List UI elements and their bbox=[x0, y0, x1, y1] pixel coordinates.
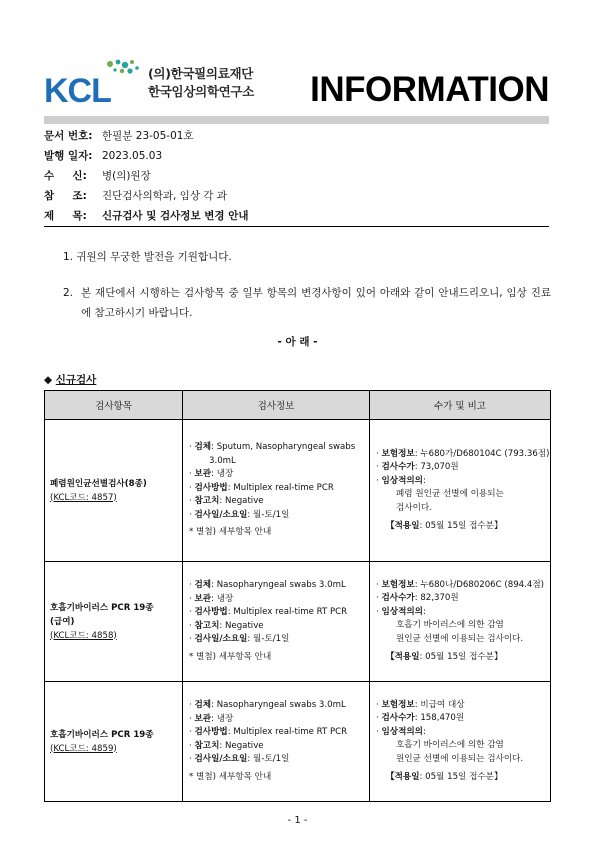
bullet-dot-icon: · bbox=[189, 620, 195, 631]
meta-value: 한필분 23-05-01호 bbox=[102, 130, 194, 142]
paragraph-1: 1. 귀원의 무궁한 발전을 기원합니다. bbox=[63, 251, 232, 263]
apply-date-key: 【적용일 bbox=[386, 521, 420, 532]
info-key: 검체 bbox=[194, 442, 212, 453]
info-line bbox=[189, 495, 369, 509]
meta-key: 제 목: bbox=[44, 210, 87, 222]
bullet-dot-icon: · bbox=[189, 442, 195, 453]
test-name: 호흡기바이러스 PCR 19종 bbox=[50, 602, 154, 613]
bullet-dot-icon: · bbox=[189, 634, 195, 644]
bullet-dot-icon: · bbox=[189, 713, 195, 724]
meta-value: 신규검사 및 검사정보 변경 안내 bbox=[102, 210, 249, 222]
info-value: : Multiplex real-time RT PCR bbox=[227, 607, 348, 617]
info-line bbox=[189, 606, 369, 620]
info-value: : Multiplex real-time RT PCR bbox=[227, 727, 348, 737]
info-value: : bbox=[422, 726, 426, 737]
meta-key: 문서 번호: bbox=[44, 130, 93, 142]
info-value: : 월-토/1일 bbox=[247, 509, 290, 520]
info-key: 검사방법 bbox=[194, 607, 228, 617]
apply-date bbox=[376, 650, 550, 664]
info-key: 보험정보 bbox=[381, 699, 415, 710]
logo-dots bbox=[107, 60, 139, 74]
info-value: : 82,370원 bbox=[414, 593, 459, 604]
paragraph-2 bbox=[63, 283, 551, 323]
info-line bbox=[189, 726, 369, 740]
meta-key: 수 신: bbox=[44, 170, 87, 182]
kcl-code: (KCL코드: 4858) bbox=[50, 630, 117, 641]
info-value: : 냉장 bbox=[211, 593, 234, 604]
info-value: : Nasopharyngeal swabs 3.0mL bbox=[211, 580, 346, 590]
attachment-note: * 별첨) 세부항목 안내 bbox=[189, 527, 272, 538]
bullet-dot-icon: · bbox=[376, 462, 382, 473]
info-key: 검사방법 bbox=[194, 727, 228, 737]
info-value: 3.0mL bbox=[209, 455, 236, 466]
org-name-line1: (의)한국필의료재단 bbox=[148, 66, 254, 81]
info-line bbox=[189, 753, 369, 767]
test-info-cell bbox=[183, 682, 370, 802]
info-key: 참고치 bbox=[194, 740, 220, 751]
info-key: 참고치 bbox=[194, 620, 220, 631]
info-key: 보관 bbox=[194, 469, 212, 480]
org-name-line2: 한국임상의학연구소 bbox=[148, 84, 254, 99]
info-line bbox=[376, 699, 550, 713]
attachment-note: * 별첨) 세부항목 안내 bbox=[189, 771, 272, 782]
new-tests-table bbox=[44, 390, 551, 802]
meta-line bbox=[44, 168, 151, 184]
test-info-cell bbox=[183, 420, 370, 562]
info-value: : Multiplex real-time PCR bbox=[227, 482, 334, 493]
info-line bbox=[376, 619, 550, 633]
info-value: 원인균 선별에 이용되는 검사이다. bbox=[396, 633, 524, 644]
bullet-dot-icon: · bbox=[189, 754, 195, 764]
info-line bbox=[189, 699, 369, 713]
bullet-dot-icon: · bbox=[189, 607, 195, 617]
info-line bbox=[376, 633, 550, 647]
bullet-dot-icon: · bbox=[189, 593, 195, 604]
bullet-dot-icon: · bbox=[189, 580, 195, 590]
kcl-code: (KCL코드: 4859) bbox=[50, 743, 117, 754]
kcl-logo bbox=[44, 58, 144, 104]
section-divider-label: - 아 래 - bbox=[277, 336, 318, 348]
info-value: : Negative bbox=[219, 740, 264, 751]
info-key: 참고치 bbox=[194, 496, 220, 507]
meta-divider bbox=[44, 226, 549, 227]
test-info-cell bbox=[183, 562, 370, 682]
info-line bbox=[189, 593, 369, 607]
header-test-info: 검사정보 bbox=[183, 391, 370, 420]
bullet-dot-icon: · bbox=[189, 700, 195, 710]
info-line bbox=[189, 509, 369, 523]
bullet-dot-icon: · bbox=[376, 475, 382, 486]
info-line bbox=[189, 455, 369, 469]
info-key: 검사수가 bbox=[381, 462, 415, 473]
info-value: : Sputum, Nasopharyngeal swabs bbox=[211, 442, 356, 453]
info-key: 임상적의의 bbox=[381, 726, 423, 737]
bullet-dot-icon: · bbox=[376, 699, 382, 710]
header-test-item: 검사항목 bbox=[45, 391, 183, 420]
info-value: : Nasopharyngeal swabs 3.0mL bbox=[211, 700, 346, 710]
info-line bbox=[189, 482, 369, 496]
bullet-dot-icon: · bbox=[376, 713, 382, 724]
info-line bbox=[189, 740, 369, 754]
apply-date-value: : 05월 15일 접수분】 bbox=[419, 521, 503, 532]
info-value: 원인균 선별에 이용되는 검사이다. bbox=[396, 753, 524, 764]
meta-line bbox=[44, 208, 248, 224]
table-row bbox=[45, 420, 551, 562]
info-value: : Negative bbox=[219, 496, 264, 507]
logo-text: KCL bbox=[44, 72, 111, 104]
table-header-row bbox=[45, 391, 551, 420]
info-value: : 비급여 대상 bbox=[414, 699, 465, 710]
paragraph-2-number: 2. bbox=[63, 287, 74, 299]
meta-value: 진단검사의학과, 임상 각 과 bbox=[102, 190, 227, 202]
apply-date-value: : 05월 15일 접수분】 bbox=[419, 772, 503, 783]
info-key: 임상적의의 bbox=[381, 606, 423, 617]
attachment-note: * 별첨) 세부항목 안내 bbox=[189, 651, 272, 662]
apply-date bbox=[376, 770, 550, 784]
fee-cell bbox=[370, 562, 551, 682]
table-row bbox=[45, 682, 551, 802]
info-key: 검사일/소요일 bbox=[194, 509, 248, 520]
bullet-dot-icon: · bbox=[376, 606, 382, 617]
fee-cell bbox=[370, 420, 551, 562]
info-key: 검사일/소요일 bbox=[194, 634, 248, 644]
info-key: 보관 bbox=[194, 713, 212, 724]
info-line bbox=[376, 726, 550, 740]
info-value: : Negative bbox=[219, 620, 264, 631]
info-line bbox=[376, 753, 550, 767]
info-line bbox=[376, 592, 550, 606]
info-value: : 월-토/1일 bbox=[247, 754, 290, 764]
info-key: 검사일/소요일 bbox=[194, 754, 248, 764]
meta-value: 2023.05.03 bbox=[102, 150, 163, 162]
test-name: 호흡기바이러스 PCR 19종 bbox=[50, 729, 154, 740]
info-value: : 월-토/1일 bbox=[247, 634, 290, 644]
info-line bbox=[189, 468, 369, 482]
info-value: : bbox=[422, 606, 426, 617]
bullet-dot-icon: · bbox=[189, 469, 195, 480]
kcl-code: (KCL코드: 4857) bbox=[50, 492, 117, 503]
fee-cell bbox=[370, 682, 551, 802]
bullet-dot-icon: · bbox=[376, 593, 382, 604]
info-key: 검사수가 bbox=[381, 713, 415, 724]
meta-line bbox=[44, 188, 227, 204]
meta-line bbox=[44, 148, 162, 164]
info-value: : bbox=[422, 475, 426, 486]
info-line bbox=[376, 488, 550, 502]
header-fee-notes: 수가 및 비고 bbox=[370, 391, 551, 420]
apply-date-key: 【적용일 bbox=[386, 652, 420, 663]
diamond-bullet-icon: ◆ bbox=[44, 374, 53, 386]
info-line bbox=[189, 713, 369, 727]
info-key: 임상적의의 bbox=[381, 475, 423, 486]
info-line bbox=[376, 502, 550, 516]
table-row bbox=[45, 562, 551, 682]
info-line bbox=[376, 448, 550, 462]
info-line bbox=[376, 475, 550, 489]
bullet-dot-icon: · bbox=[189, 482, 195, 493]
apply-date bbox=[376, 519, 550, 533]
meta-line bbox=[44, 128, 194, 144]
info-key: 검체 bbox=[194, 700, 212, 710]
info-value: 폐렴 원인균 선별에 이용되는 bbox=[396, 489, 504, 500]
info-key: 검사방법 bbox=[194, 482, 228, 493]
info-key: 보관 bbox=[194, 593, 212, 604]
apply-date-key: 【적용일 bbox=[386, 772, 420, 783]
test-name: (급여) bbox=[50, 616, 75, 627]
info-key: 보험정보 bbox=[381, 448, 415, 459]
info-line bbox=[189, 620, 369, 634]
info-line bbox=[376, 606, 550, 620]
info-line bbox=[376, 712, 550, 726]
paragraph-2-text: 본 재단에서 시행하는 검사항목 중 일부 항목의 변경사항이 있어 아래와 같이 안내드리오니, 임상 진료에 참고하시기 바랍니다. bbox=[81, 287, 551, 319]
info-line bbox=[189, 633, 369, 647]
info-value: : 누680가/D680104C (793.36점) bbox=[414, 448, 550, 459]
info-value: : 73,070원 bbox=[414, 462, 459, 473]
info-value: : 누680나/D680206C (894.4점) bbox=[414, 579, 544, 590]
info-value: : 냉장 bbox=[211, 713, 234, 724]
section-heading bbox=[44, 372, 96, 387]
test-name-cell bbox=[45, 420, 183, 562]
bullet-dot-icon: · bbox=[376, 726, 382, 737]
info-key: 검체 bbox=[194, 580, 212, 590]
bullet-dot-icon: · bbox=[189, 740, 195, 751]
page-number: - 1 - bbox=[287, 815, 308, 826]
info-value: : 냉장 bbox=[211, 469, 234, 480]
document-title: INFORMATION bbox=[310, 70, 549, 109]
info-key: 보험정보 bbox=[381, 579, 415, 590]
info-line bbox=[189, 441, 369, 455]
info-line bbox=[189, 579, 369, 593]
info-line bbox=[376, 461, 550, 475]
info-value: 호흡기 바이러스에 의한 감염 bbox=[396, 620, 504, 631]
test-name-cell bbox=[45, 682, 183, 802]
info-value: : 158,470원 bbox=[414, 713, 465, 724]
meta-key: 참 조: bbox=[44, 190, 87, 202]
header-divider bbox=[44, 116, 549, 124]
bullet-dot-icon: · bbox=[189, 509, 195, 520]
bullet-dot-icon: · bbox=[189, 496, 195, 507]
info-line bbox=[376, 739, 550, 753]
bullet-dot-icon: · bbox=[376, 579, 382, 590]
info-key: 검사수가 bbox=[381, 593, 415, 604]
bullet-dot-icon: · bbox=[189, 727, 195, 737]
test-name-cell bbox=[45, 562, 183, 682]
test-name: 폐렴원인균선별검사(8종) bbox=[50, 478, 147, 489]
section-title: 신규검사 bbox=[55, 374, 97, 386]
meta-key: 발행 일자: bbox=[44, 150, 93, 162]
bullet-dot-icon: · bbox=[376, 448, 382, 459]
meta-value: 병(의)원장 bbox=[102, 170, 151, 182]
apply-date-value: : 05월 15일 접수분】 bbox=[419, 652, 503, 663]
info-line bbox=[376, 579, 550, 593]
info-value: 호흡기 바이러스에 의한 감염 bbox=[396, 740, 504, 751]
info-value: 검사이다. bbox=[396, 502, 432, 513]
